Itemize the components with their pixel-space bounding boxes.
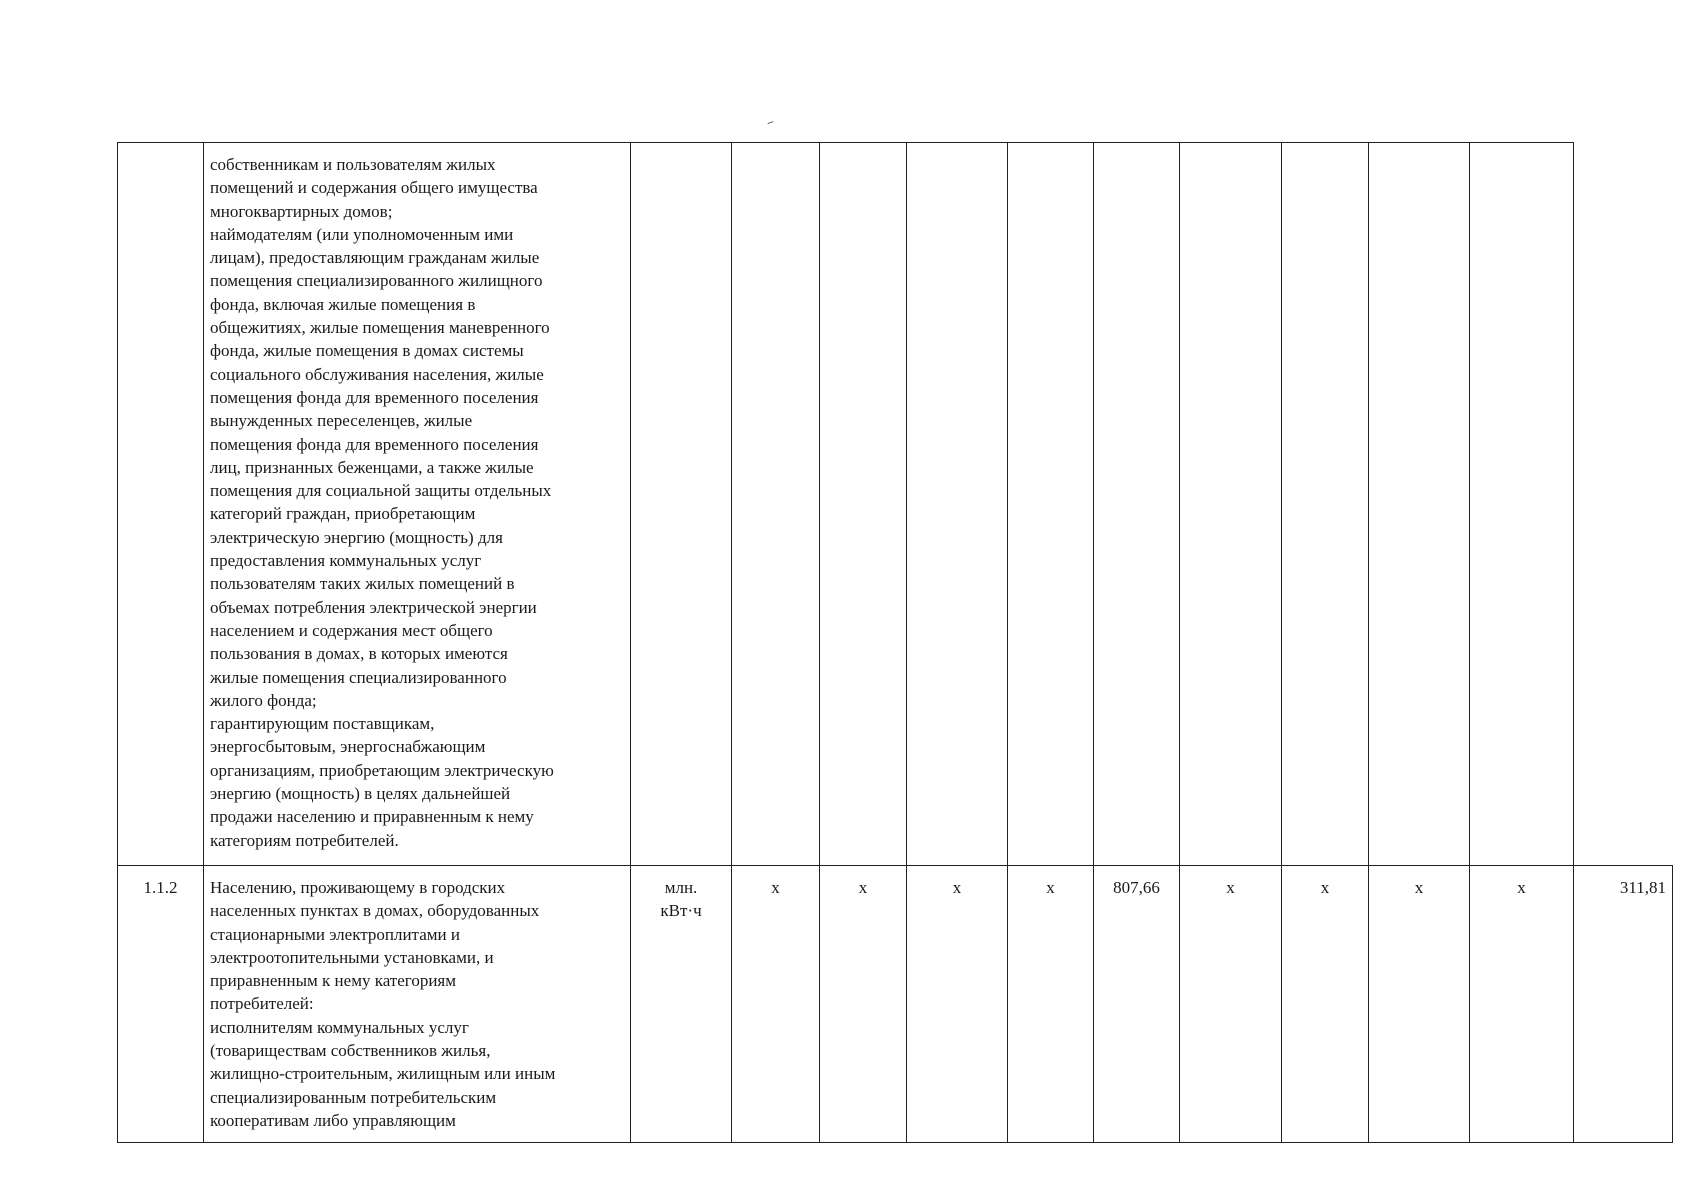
- value-cell: [907, 143, 1008, 866]
- value-cell: х: [732, 866, 820, 1143]
- scan-artifact: [767, 121, 774, 127]
- value-cell: х: [1008, 866, 1094, 1143]
- row-unit: млн. кВт·ч: [631, 866, 732, 1143]
- value-cell: 807,66: [1094, 866, 1180, 1143]
- table-row: [118, 866, 1673, 1143]
- value-cell: х: [1369, 866, 1470, 1143]
- value-cell: х: [1282, 866, 1369, 1143]
- value-cell: [1369, 143, 1470, 866]
- value-cell: 311,81: [1574, 866, 1673, 1143]
- value-cell: х: [820, 866, 907, 1143]
- value-cell: х: [1180, 866, 1282, 1143]
- row-number: [118, 143, 204, 866]
- table-row: [118, 143, 1673, 866]
- value-cell: [1282, 143, 1369, 866]
- row-unit: [631, 143, 732, 866]
- value-cell: [1094, 143, 1180, 866]
- row-description: Населению, проживающему в городских населенных пунктах в домах, оборудованных стационарными электроплитами и электроотопительными установками, и приравненным к нему категориям потребителей: исполнителям коммунальных услуг (товариществам собственников жилья, жилищно-строительным, жилищным или иным специализированным потребительским кооперативам либо управляющим: [204, 866, 631, 1143]
- value-cell: [1470, 143, 1574, 866]
- value-cell: х: [1470, 866, 1574, 1143]
- row-description: собственникам и пользователям жилых помещений и содержания общего имущества многоквартирных домов; наймодателям (или уполномоченным ими лицам), предоставляющим гражданам жилые помещения специализированного жилищного фонда, включая жилые помещения в общежитиях, жилые помещения маневренного фонда, жилые помещения в домах системы социального обслуживания населения, жилые помещения фонда для временного поселения вынужденных переселенцев, жилые помещения фонда для временного поселения лиц, признанных беженцами, а также жилые помещения для социальной защиты отдельных категорий граждан, приобретающим электрическую энергию (мощность) для предоставления коммунальных услуг пользователям таких жилых помещений в объемах потребления электрической энергии населением и содержания мест общего пользования в домах, в которых имеются жилые помещения специализированного жилого фонда; гарантирующим поставщикам, энергосбытовым, энергоснабжающим организациям, приобретающим электрическую энергию (мощность) в целях дальнейшей продажи населению и приравненным к нему категориям потребителей.: [204, 143, 631, 866]
- value-cell: [1180, 143, 1282, 866]
- value-cell: х: [907, 866, 1008, 1143]
- value-cell: [820, 143, 907, 866]
- value-cell: [1008, 143, 1094, 866]
- value-cell: [732, 143, 820, 866]
- tariff-table: [117, 142, 1673, 1143]
- row-number: 1.1.2: [118, 866, 204, 1143]
